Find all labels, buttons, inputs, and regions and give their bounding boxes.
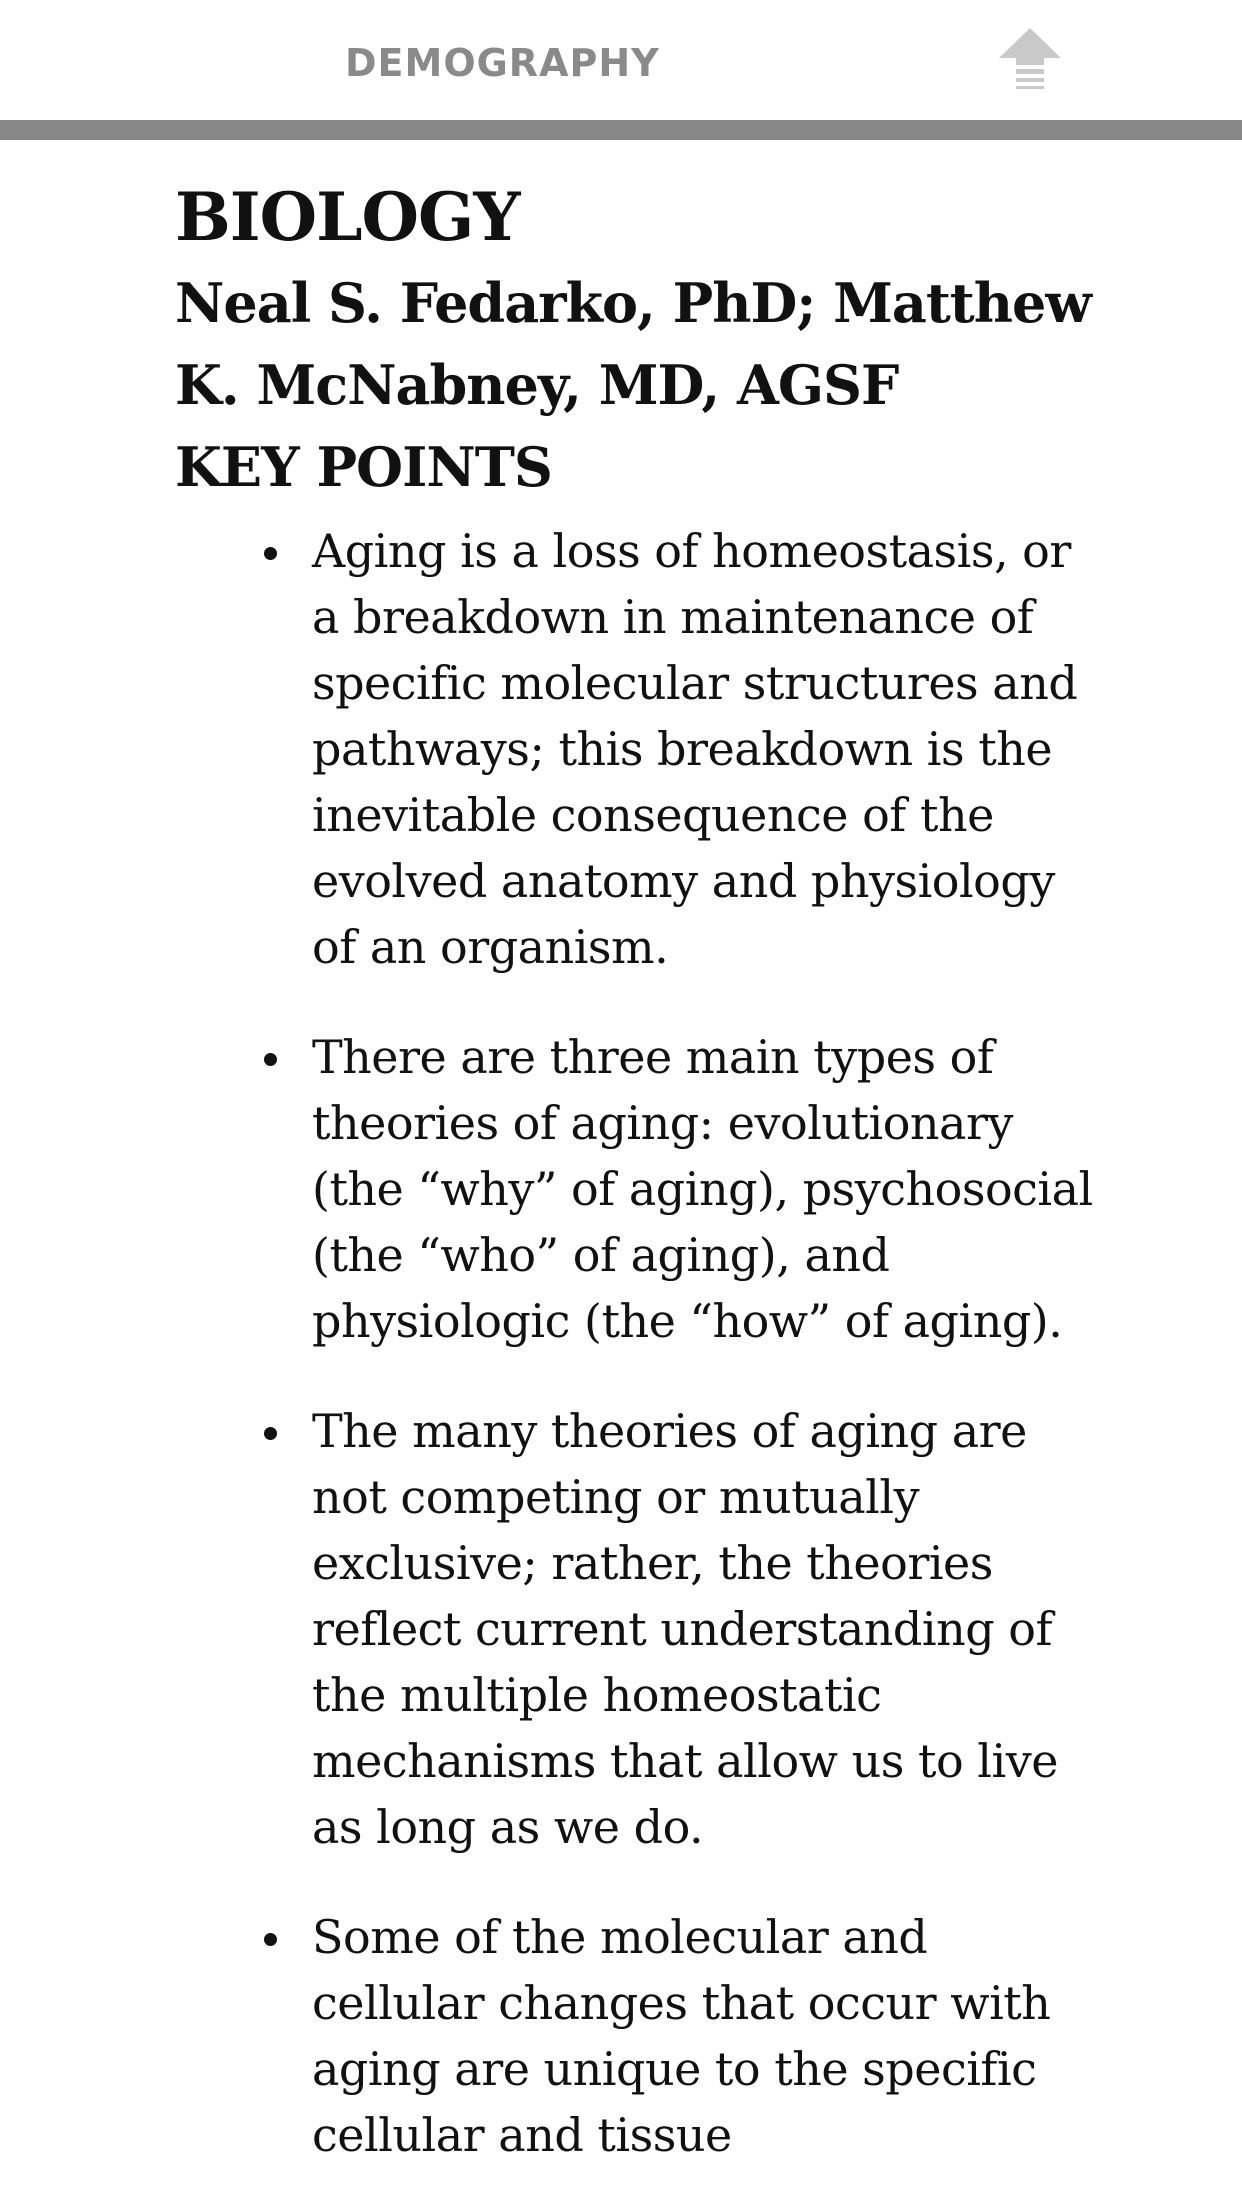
section-title[interactable]: DEMOGRAPHY bbox=[345, 41, 660, 85]
chapter-authors: Neal S. Fedarko, PhD; Matthew K. McNabney, MD, AGSF bbox=[175, 271, 1091, 417]
key-point-text: Some of the molecular and cellular changes that occur with aging are unique to the specific cellular and tissue bbox=[312, 1910, 1051, 2162]
bullet-icon bbox=[264, 547, 277, 560]
bullet-icon bbox=[264, 1053, 277, 1066]
up-arrow-icon[interactable] bbox=[995, 26, 1065, 96]
key-points-list bbox=[175, 518, 1095, 2168]
bullet-icon bbox=[264, 1427, 277, 1440]
reader-content bbox=[175, 172, 1095, 2208]
top-bar bbox=[0, 0, 1242, 120]
key-point-item bbox=[175, 1904, 1095, 2168]
key-point-item bbox=[175, 1398, 1095, 1860]
chapter-title: BIOLOGY bbox=[175, 178, 520, 256]
key-point-text: There are three main types of theories of aging: evolutionary (the “why” of aging), psychosocial (the “who” of aging), and physiologic (the “how” of aging). bbox=[312, 1030, 1093, 1348]
key-point-item bbox=[175, 518, 1095, 980]
up-arrow-glyph bbox=[995, 26, 1065, 96]
header-divider bbox=[0, 120, 1242, 140]
bullet-icon bbox=[264, 1933, 277, 1946]
key-point-text: Aging is a loss of homeostasis, or a breakdown in maintenance of specific molecular structures and pathways; this breakdown is the inevitable consequence of the evolved anatomy and physiology of an organism. bbox=[312, 524, 1078, 974]
key-point-text: The many theories of aging are not competing or mutually exclusive; rather, the theories reflect current understanding of the multiple homeostatic mechanisms that allow us to live as long as we do. bbox=[312, 1404, 1058, 1854]
key-point-item bbox=[175, 1024, 1095, 1354]
key-points-heading: KEY POINTS bbox=[175, 435, 552, 499]
